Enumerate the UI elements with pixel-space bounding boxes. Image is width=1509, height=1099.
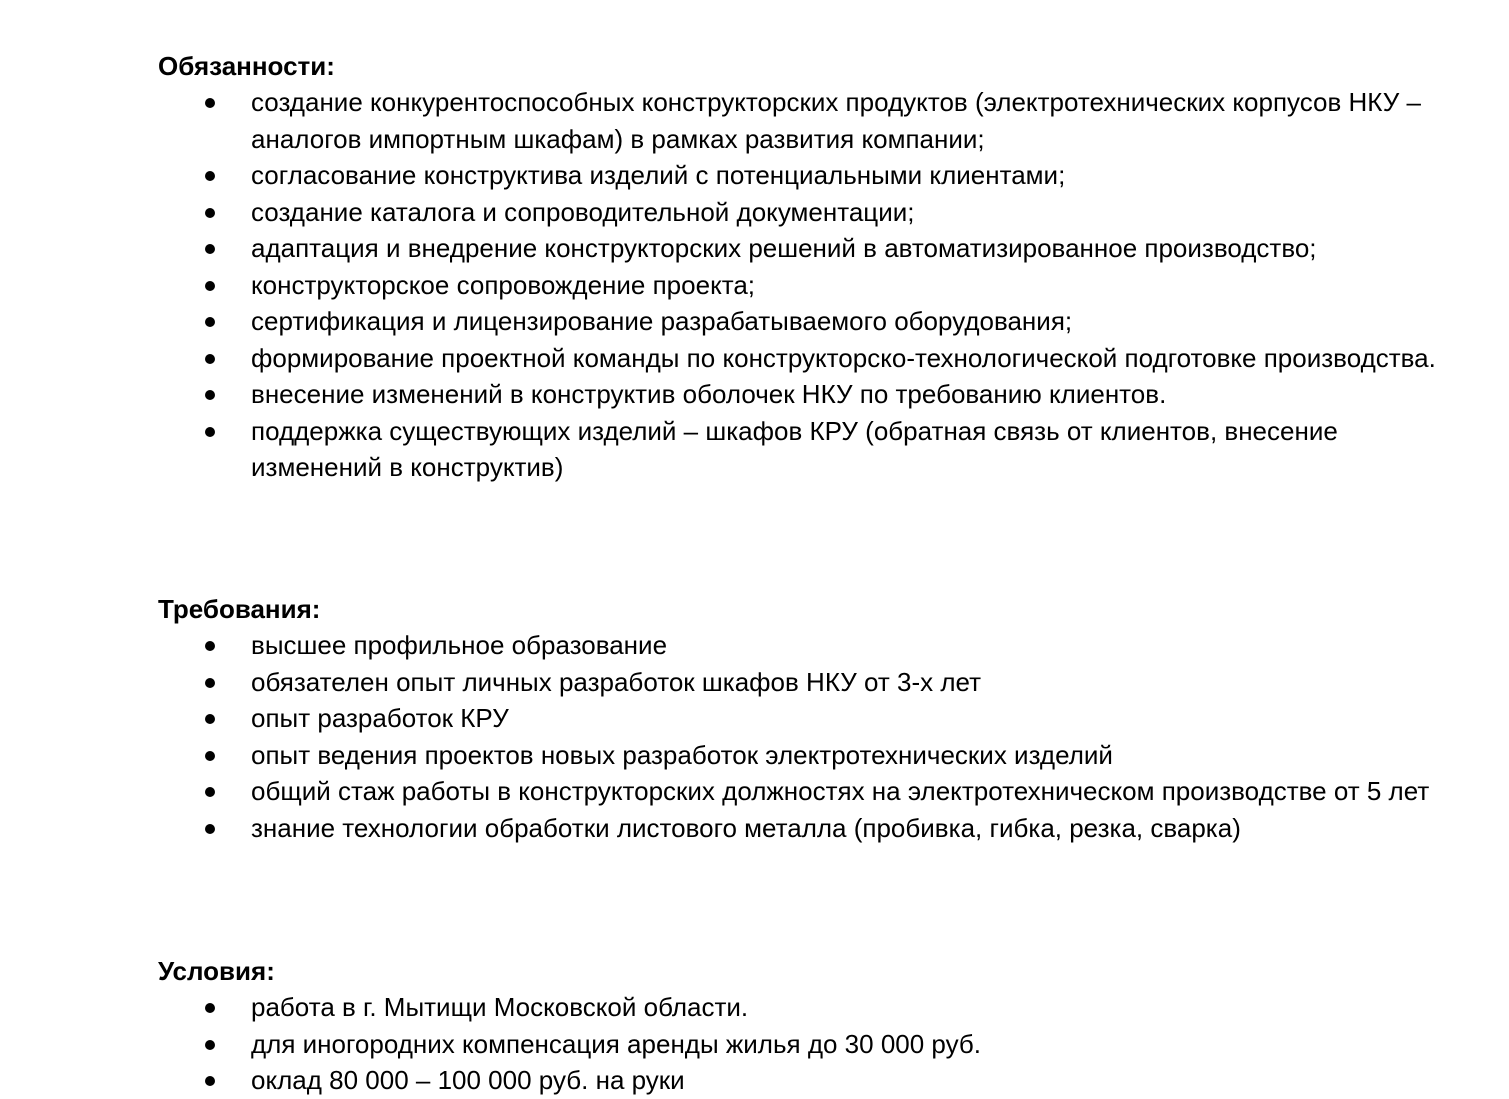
- list-item-text: конструкторское сопровождение проекта;: [251, 269, 756, 300]
- list-item-text: обязателен опыт личных разработок шкафов НКУ от 3-х лет: [251, 666, 982, 697]
- bullet-icon: [205, 1076, 215, 1086]
- bullet-icon: [205, 208, 215, 218]
- duties-heading: Обязанности:: [158, 51, 335, 81]
- list-item: [158, 267, 1451, 304]
- conditions-list: [158, 989, 1458, 1099]
- list-item: [158, 810, 1451, 847]
- list-item: [158, 1026, 1451, 1063]
- list-item: [158, 627, 1451, 664]
- duties-list: [158, 84, 1458, 486]
- bullet-icon: [205, 390, 215, 400]
- bullet-icon: [205, 317, 215, 327]
- list-item-text: сертификация и лицензирование разрабатываемого оборудования;: [251, 306, 1073, 336]
- list-item: [158, 737, 1451, 774]
- list-item: [158, 303, 1451, 340]
- list-item-text: внесение изменений в конструктив оболочек НКУ по требованию клиентов.: [251, 379, 1167, 409]
- list-item-text: опыт разработок КРУ: [251, 703, 509, 733]
- list-item-text: согласование конструктива изделий с потенциальными клиентами;: [251, 160, 1066, 190]
- list-item-text: знание технологии обработки листового металла (пробивка, гибка, резка, сварка): [251, 812, 1241, 843]
- list-item: [158, 700, 1451, 737]
- requirements-list: [158, 627, 1458, 846]
- list-item: [158, 230, 1451, 267]
- list-item: [158, 376, 1451, 413]
- list-item: [158, 340, 1451, 377]
- conditions-section: [158, 953, 1458, 1099]
- list-item: [158, 773, 1451, 810]
- bullet-icon: [205, 1040, 215, 1050]
- list-item-text: формирование проектной команды по конструкторско-технологической подготовке производства.: [251, 342, 1436, 373]
- bullet-icon: [205, 678, 215, 688]
- bullet-icon: [205, 171, 215, 181]
- list-item: [158, 413, 1451, 486]
- list-item-text: опыт ведения проектов новых разработок электротехнических изделий: [251, 739, 1113, 770]
- list-item: [158, 989, 1451, 1026]
- bullet-icon: [205, 714, 215, 724]
- list-item-text: поддержка существующих изделий – шкафов КРУ (обратная связь от клиентов, внесение изменений в конструктив): [251, 415, 1338, 482]
- bullet-icon: [205, 751, 215, 761]
- list-item-text: создание конкурентоспособных конструкторских продуктов (электротехнических корпусов НКУ – аналогов импортным шкафам) в рамках развития компании;: [251, 87, 1421, 154]
- list-item: [158, 84, 1451, 157]
- duties-section: [158, 48, 1458, 486]
- list-item: [158, 157, 1451, 194]
- list-item-text: общий стаж работы в конструкторских должностях на электротехническом производстве от 5 лет: [251, 776, 1430, 806]
- list-item-text: для иногородних компенсация аренды жилья до 30 000 руб.: [251, 1028, 981, 1059]
- requirements-section: [158, 591, 1458, 846]
- list-item-text: работа в г. Мытищи Московской области.: [251, 992, 749, 1022]
- requirements-heading: Требования:: [158, 594, 321, 624]
- bullet-icon: [205, 98, 215, 108]
- bullet-icon: [205, 244, 215, 254]
- bullet-icon: [205, 1003, 215, 1013]
- list-item: [158, 664, 1451, 701]
- conditions-heading: Условия:: [158, 956, 275, 986]
- bullet-icon: [205, 787, 215, 797]
- bullet-icon: [205, 354, 215, 364]
- list-item-text: создание каталога и сопроводительной документации;: [251, 196, 915, 227]
- bullet-icon: [205, 281, 215, 291]
- list-item-text: оклад 80 000 – 100 000 руб. на руки: [251, 1065, 685, 1095]
- list-item-text: высшее профильное образование: [251, 630, 668, 660]
- bullet-icon: [205, 824, 215, 834]
- bullet-icon: [205, 427, 215, 437]
- list-item-text: адаптация и внедрение конструкторских решений в автоматизированное производство;: [251, 233, 1317, 263]
- bullet-icon: [205, 641, 215, 651]
- list-item: [158, 194, 1451, 231]
- list-item: [158, 1062, 1451, 1099]
